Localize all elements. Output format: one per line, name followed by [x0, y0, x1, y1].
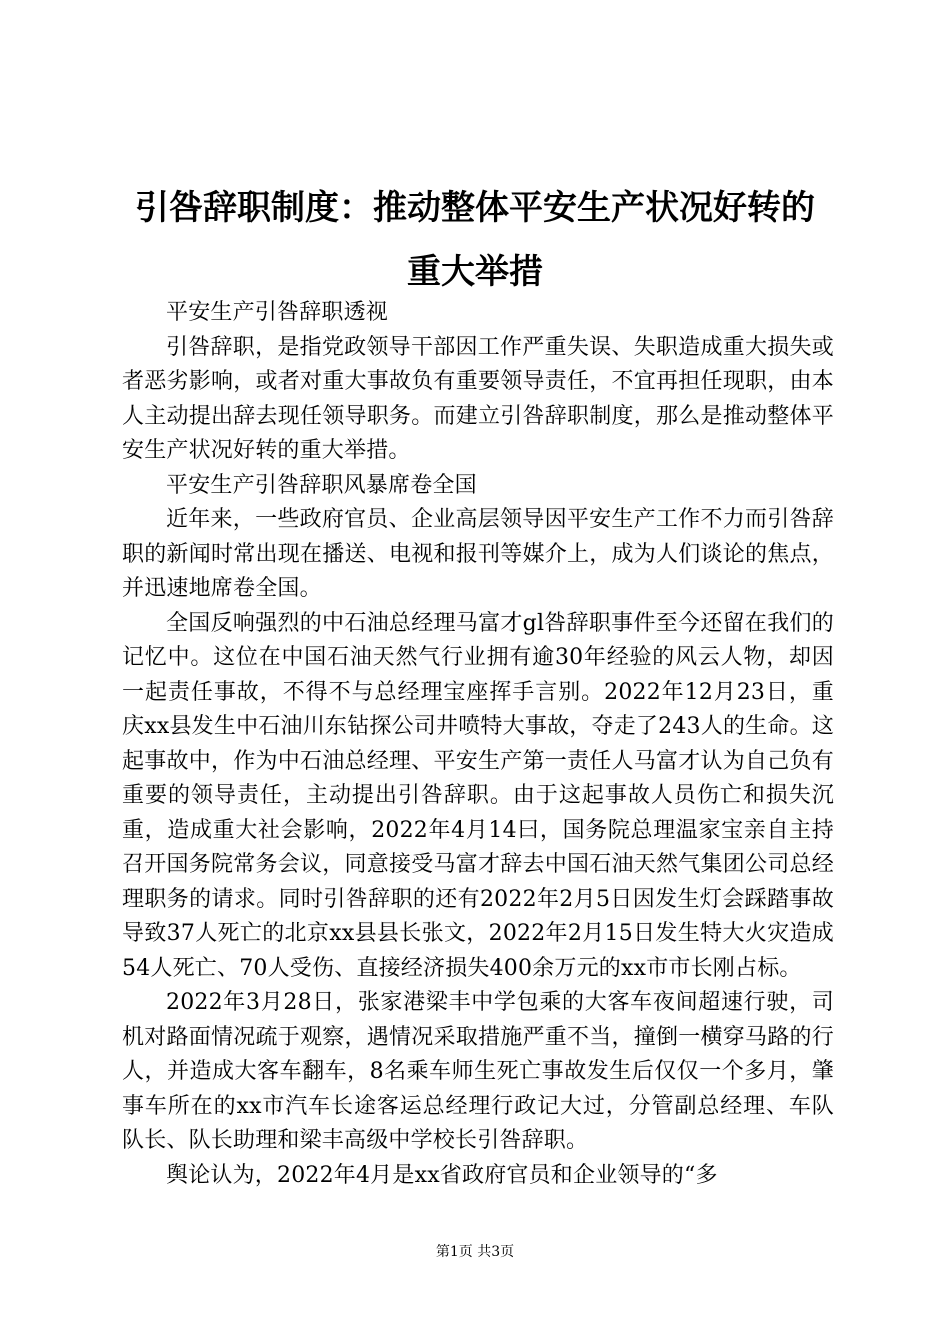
document-title-line-2: 重大举措 — [407, 252, 543, 292]
section-heading: 平安生产引咎辞职透视 — [166, 300, 389, 325]
paragraph: 全国反响强烈的中石油总经理马富才gl咎辞职事件至今还留在我们的记忆中。这位在中国石油天然气行业拥有逾30年经验的风云人物，却因一起责任事故，不得不与总经理宝座挥手言别。2022年12月23日，重庆xx县发生中石油川东钻探公司井喷特大事故，夺走了243人的生命。这起事故中，作为中石油总经理、平安生产第一责任人马富才认为自己负有重要的领导责任，主动提出引咎辞职。由于这起事故人员伤亡和损失沉重，造成重大社会影响，2022年4月14曰，国务院总理温家宝亲自主持召开国务院常务会议，同意接受马富才辞去中国石油天然气集团公司总经理职务的请求。同时引咎辞职的还有2022年2月5日因发生灯会踩踏事故导致37人死亡的北京xx县县长张文，2022年2月15日发生特大火灾造成54人死亡、70人受伤、直接经济损失400余万元的xx市市长刚占标。 — [122, 610, 834, 981]
paragraph: 舆论认为，2022年4月是xx省政府官员和企业领导的“多 — [166, 1162, 718, 1188]
paragraph: 2022年3月28日，张家港梁丰中学包乘的大客车夜间超速行驶，司机对路面情况疏于观察，遇情况采取措施严重不当，撞倒一横穿马路的行人，并造成大客车翻车，8名乘车师生死亡事故发生后仅仅一个多月，肇事车所在的xx市汽车长途客运总经理行政记大过，分管副总经理、车队队长、队长助理和梁丰高级中学校长引咎辞职。 — [122, 990, 834, 1153]
page-number-footer: 第1页 共3页 — [435, 1244, 515, 1260]
paragraph: 近年来，一些政府官员、企业高层领导因平安生产工作不力而引咎辞职的新闻时常出现在播送、电视和报刊等媒介上，成为人们谈论的焦点，并迅速地席卷全国。 — [122, 507, 834, 601]
document-body — [122, 296, 834, 1193]
paragraph: 引咎辞职，是指党政领导干部因工作严重失误、失职造成重大损失或者恶劣影响，或者对重大事故负有重要领导责任，不宜再担任现职，由本人主动提出辞去现任领导职务。而建立引咎辞职制度，那么是推动整体平安生产状况好转的重大举措。 — [122, 334, 834, 463]
document-title-line-1: 引咎辞职制度：推动整体平安生产状况好转的 — [135, 188, 815, 228]
section-heading: 平安生产引咎辞职风暴席卷全国 — [166, 472, 477, 498]
